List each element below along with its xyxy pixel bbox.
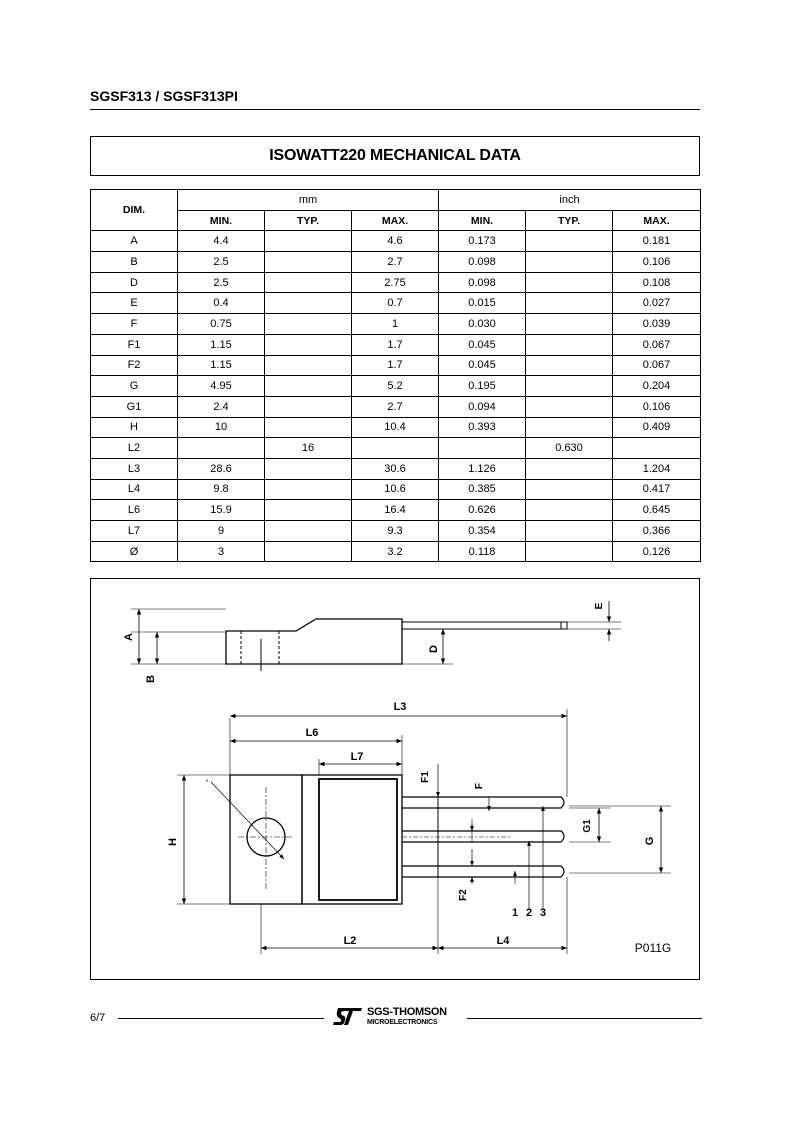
table-row	[91, 458, 701, 479]
dim-cell: L6	[91, 500, 178, 521]
value-cell: 0.204	[613, 376, 701, 397]
column-header: TYP.	[265, 210, 352, 231]
document-header-title: SGSF313 / SGSF313PI	[90, 88, 238, 104]
value-cell	[265, 231, 352, 252]
value-cell: 28.6	[178, 458, 265, 479]
value-cell: 16	[265, 438, 352, 459]
value-cell: 0.7	[352, 293, 439, 314]
dim-cell: L3	[91, 458, 178, 479]
value-cell: 0.385	[439, 479, 526, 500]
value-cell	[526, 396, 613, 417]
value-cell: 0.045	[439, 355, 526, 376]
company-name: SGS-THOMSON	[367, 1006, 447, 1018]
dim-cell: F2	[91, 355, 178, 376]
value-cell: 9.8	[178, 479, 265, 500]
value-cell: 0.630	[526, 438, 613, 459]
value-cell	[265, 376, 352, 397]
value-cell: 0.094	[439, 396, 526, 417]
value-cell: 0.039	[613, 314, 701, 335]
table-row	[91, 231, 701, 252]
dim-cell: Ø	[91, 541, 178, 562]
value-cell: 2.7	[352, 252, 439, 273]
column-header: MAX.	[613, 210, 701, 231]
value-cell	[265, 479, 352, 500]
value-cell: 4.4	[178, 231, 265, 252]
value-cell: 9	[178, 521, 265, 542]
pin-label-3: 3	[539, 907, 547, 919]
dim-label-l6: L6	[305, 727, 319, 739]
value-cell: 1.7	[352, 355, 439, 376]
value-cell	[265, 314, 352, 335]
column-header: MIN.	[178, 210, 265, 231]
value-cell	[526, 231, 613, 252]
value-cell: 0.195	[439, 376, 526, 397]
value-cell: 15.9	[178, 500, 265, 521]
table-row	[91, 293, 701, 314]
value-cell	[526, 355, 613, 376]
value-cell	[526, 272, 613, 293]
mechanical-data-table	[90, 189, 701, 562]
value-cell	[526, 521, 613, 542]
value-cell: 3	[178, 541, 265, 562]
footer-rule-left	[118, 1018, 324, 1019]
value-cell: 16.4	[352, 500, 439, 521]
value-cell: 10.6	[352, 479, 439, 500]
value-cell: 10	[178, 417, 265, 438]
dim-label-d: D	[428, 645, 440, 653]
footer-rule-right	[467, 1018, 702, 1019]
value-cell: 0.645	[613, 500, 701, 521]
dim-cell: E	[91, 293, 178, 314]
value-cell: 0.4	[178, 293, 265, 314]
value-cell	[526, 252, 613, 273]
value-cell: 0.118	[439, 541, 526, 562]
table-row	[91, 438, 701, 459]
table-row	[91, 355, 701, 376]
value-cell	[265, 521, 352, 542]
dim-label-g1: G1	[582, 819, 593, 833]
mm-header: mm	[178, 190, 439, 211]
dim-label-l7: L7	[350, 751, 364, 763]
value-cell: 10.4	[352, 417, 439, 438]
value-cell	[265, 252, 352, 273]
value-cell	[439, 438, 526, 459]
value-cell: 0.098	[439, 272, 526, 293]
value-cell	[352, 438, 439, 459]
dim-label-f1: F1	[420, 771, 431, 783]
value-cell	[265, 458, 352, 479]
dim-cell: G	[91, 376, 178, 397]
value-cell: 0.417	[613, 479, 701, 500]
dim-label-l4: L4	[496, 935, 510, 947]
value-cell: 0.626	[439, 500, 526, 521]
value-cell	[526, 376, 613, 397]
value-cell: 1.15	[178, 355, 265, 376]
section-title-box	[90, 136, 700, 176]
value-cell: 5.2	[352, 376, 439, 397]
dim-cell: A	[91, 231, 178, 252]
company-logo	[332, 1004, 462, 1030]
dim-cell: L2	[91, 438, 178, 459]
value-cell: 0.106	[613, 252, 701, 273]
page-number: 6/7	[90, 1012, 106, 1024]
value-cell	[265, 541, 352, 562]
inch-header: inch	[439, 190, 701, 211]
top-view	[177, 709, 671, 954]
column-header: TYP.	[526, 210, 613, 231]
dim-cell: B	[91, 252, 178, 273]
table-row	[91, 479, 701, 500]
value-cell	[265, 417, 352, 438]
value-cell: 1	[352, 314, 439, 335]
value-cell	[526, 458, 613, 479]
value-cell: 0.126	[613, 541, 701, 562]
value-cell: 1.15	[178, 334, 265, 355]
value-cell: 0.030	[439, 314, 526, 335]
dim-cell: F1	[91, 334, 178, 355]
value-cell	[526, 417, 613, 438]
value-cell	[613, 438, 701, 459]
dim-cell: F	[91, 314, 178, 335]
value-cell: 1.204	[613, 458, 701, 479]
value-cell: 0.015	[439, 293, 526, 314]
value-cell	[526, 314, 613, 335]
dim-label-b: B	[145, 675, 157, 683]
dim-cell: D	[91, 272, 178, 293]
company-division: MICROELECTRONICS	[367, 1019, 438, 1026]
table-row	[91, 272, 701, 293]
value-cell	[526, 500, 613, 521]
value-cell: 4.6	[352, 231, 439, 252]
table-row	[91, 314, 701, 335]
value-cell: 2.4	[178, 396, 265, 417]
pin-label-1: 1	[511, 907, 519, 919]
dim-label-f2: F2	[458, 889, 469, 901]
dim-label-l3: L3	[393, 701, 407, 713]
package-drawing	[91, 579, 699, 979]
value-cell	[265, 355, 352, 376]
value-cell: 0.409	[613, 417, 701, 438]
value-cell: 4.95	[178, 376, 265, 397]
value-cell	[265, 500, 352, 521]
table-row	[91, 396, 701, 417]
dim-label-g: G	[644, 836, 656, 846]
value-cell: 0.393	[439, 417, 526, 438]
header-rule	[90, 109, 700, 110]
value-cell: 2.5	[178, 272, 265, 293]
package-drawing-frame	[90, 578, 700, 980]
table-row	[91, 252, 701, 273]
value-cell	[526, 334, 613, 355]
dim-label-a: A	[123, 633, 135, 641]
table-row	[91, 417, 701, 438]
value-cell: 0.067	[613, 334, 701, 355]
dim-cell: L4	[91, 479, 178, 500]
value-cell: 2.7	[352, 396, 439, 417]
value-cell: 1.126	[439, 458, 526, 479]
value-cell: 2.5	[178, 252, 265, 273]
drawing-reference: P011G	[634, 941, 672, 955]
table-row	[91, 376, 701, 397]
table-row	[91, 334, 701, 355]
value-cell	[526, 479, 613, 500]
value-cell: 3.2	[352, 541, 439, 562]
column-header: MAX.	[352, 210, 439, 231]
value-cell	[526, 541, 613, 562]
value-cell	[265, 272, 352, 293]
value-cell: 0.067	[613, 355, 701, 376]
value-cell	[526, 293, 613, 314]
dim-label-h: H	[167, 838, 179, 846]
value-cell	[178, 438, 265, 459]
value-cell: 0.098	[439, 252, 526, 273]
side-view	[131, 601, 621, 671]
value-cell: 0.173	[439, 231, 526, 252]
value-cell: 0.366	[613, 521, 701, 542]
table-row	[91, 500, 701, 521]
dim-header: DIM.	[91, 190, 178, 231]
st-logo-icon	[332, 1006, 364, 1026]
dim-label-e: E	[594, 602, 605, 610]
value-cell: 1.7	[352, 334, 439, 355]
dim-cell: L7	[91, 521, 178, 542]
value-cell	[265, 293, 352, 314]
value-cell: 9.3	[352, 521, 439, 542]
column-header: MIN.	[439, 210, 526, 231]
value-cell: 30.6	[352, 458, 439, 479]
value-cell: 0.108	[613, 272, 701, 293]
value-cell	[265, 396, 352, 417]
value-cell: 0.027	[613, 293, 701, 314]
table-row	[91, 521, 701, 542]
value-cell: 2.75	[352, 272, 439, 293]
dim-cell: G1	[91, 396, 178, 417]
value-cell	[265, 334, 352, 355]
dim-cell: H	[91, 417, 178, 438]
section-title: ISOWATT220 MECHANICAL DATA	[269, 147, 521, 164]
value-cell: 0.045	[439, 334, 526, 355]
value-cell: 0.106	[613, 396, 701, 417]
value-cell: 0.75	[178, 314, 265, 335]
dim-label-l2: L2	[343, 935, 357, 947]
pin-label-2: 2	[525, 907, 533, 919]
diameter-mark: '	[205, 778, 209, 790]
dim-label-f: F	[474, 782, 485, 790]
value-cell: 0.354	[439, 521, 526, 542]
value-cell: 0.181	[613, 231, 701, 252]
table-row	[91, 541, 701, 562]
